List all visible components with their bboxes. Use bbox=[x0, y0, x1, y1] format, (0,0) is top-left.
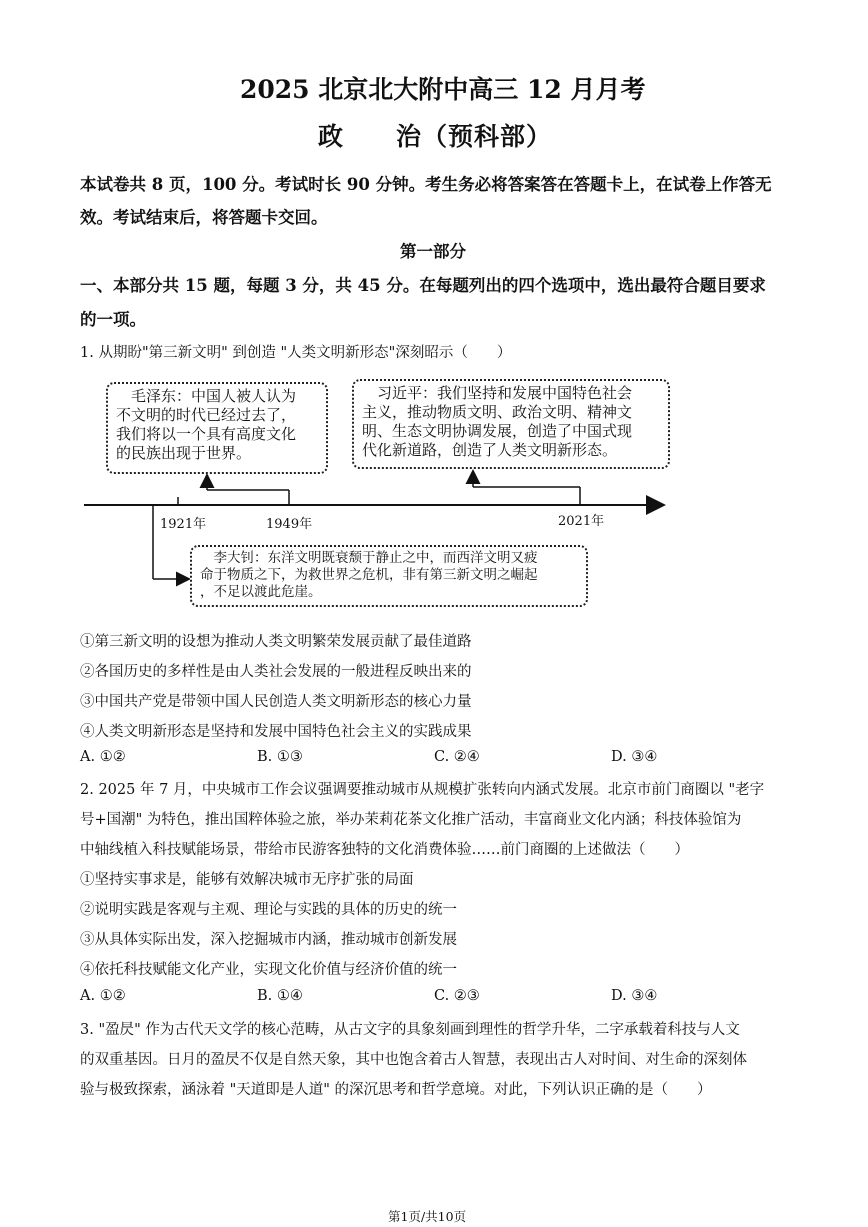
q3-stem-line-2: 的双重基因。日月的盈昃不仅是自然天象，其中也饱含着古人智慧，表现出古人对时间、对生命的深刻体 bbox=[80, 1052, 747, 1068]
xi-line-1: 习近平：我们坚持和发展中国特色社会 bbox=[362, 384, 633, 402]
xi-line-4: 代化新道路，创造了人类文明新形态。 bbox=[362, 441, 618, 459]
part-title: 第一部分 bbox=[400, 242, 466, 261]
q2-item-3: ③从具体实际出发，深入挖掘城市内涵，推动城市创新发展 bbox=[80, 932, 457, 948]
q1-option-b[interactable]: B. ①③ bbox=[257, 749, 303, 765]
q1-item-2: ②各国历史的多样性是由人类社会发展的一般进程反映出来的 bbox=[80, 664, 472, 680]
li-quote-box bbox=[190, 545, 588, 607]
q1-item-4: ④人类文明新形态是坚持和发展中国特色社会主义的实践成果 bbox=[80, 724, 472, 740]
q2-stem-line-2: 号+国潮" 为特色，推出国粹体验之旅，举办茉莉花茶文化推广活动，丰富商业文化内涵；科技体验馆为 bbox=[80, 812, 742, 828]
q1-option-d[interactable]: D. ③④ bbox=[611, 749, 658, 765]
q2-item-4: ④依托科技赋能文化产业，实现文化价值与经济价值的统一 bbox=[80, 962, 457, 978]
year-1921: 1921年 bbox=[160, 517, 207, 532]
xi-line-2: 主义，推动物质文明、政治文明、精神文 bbox=[362, 403, 633, 421]
year-2021: 2021年 bbox=[558, 514, 605, 529]
subject-title: 政 治（预科部） bbox=[318, 122, 553, 151]
li-line-1: 李大钊：东洋文明既衰颓于静止之中，而西洋文明又疲 bbox=[200, 550, 538, 566]
q3-stem-line-1: 3. "盈昃" 作为古代天文学的核心范畴，从古文字的具象刻画到理性的哲学升华，二字承载着科技与人文 bbox=[80, 1022, 740, 1038]
q1-option-c[interactable]: C. ②④ bbox=[434, 749, 480, 765]
mao-line-4: 的民族出现于世界。 bbox=[116, 444, 252, 462]
q2-option-b[interactable]: B. ①④ bbox=[257, 988, 303, 1004]
xi-quote-box bbox=[352, 379, 670, 469]
li-line-3: ，不足以渡此危崖。 bbox=[200, 584, 322, 600]
q2-stem-line-1: 2. 2025 年 7 月，中央城市工作会议强调要推动城市从规模扩张转向内涵式发展。北京市前门商圈以 "老字 bbox=[80, 782, 765, 798]
q1-item-3: ③中国共产党是带领中国人民创造人类文明新形态的核心力量 bbox=[80, 694, 472, 710]
li-line-2: 命于物质之下，为救世界之危机，非有第三新文明之崛起 bbox=[200, 567, 538, 583]
q2-option-a[interactable]: A. ①② bbox=[80, 988, 126, 1004]
mao-line-2: 不文明的时代已经过去了， bbox=[116, 406, 297, 424]
q1-option-a[interactable]: A. ①② bbox=[80, 749, 126, 765]
q2-item-1: ①坚持实事求是，能够有效解决城市无序扩张的局面 bbox=[80, 872, 414, 888]
intro-line-2: 效。考试结束后，将答题卡交回。 bbox=[80, 208, 328, 227]
year-1949: 1949年 bbox=[266, 517, 313, 532]
q2-item-2: ②说明实践是客观与主观、理论与实践的具体的历史的统一 bbox=[80, 902, 457, 918]
q3-stem-line-3: 验与极致探索，涵泳着 "天道即是人道" 的深沉思考和哲学意境。对此，下列认识正确的是（ ） bbox=[80, 1082, 712, 1098]
q1-stem: 1. 从期盼"第三新文明" 到创造 "人类文明新形态"深刻昭示（ ） bbox=[80, 345, 512, 361]
q1-item-1: ①第三新文明的设想为推动人类文明繁荣发展贡献了最佳道路 bbox=[80, 634, 472, 650]
q2-option-d[interactable]: D. ③④ bbox=[611, 988, 658, 1004]
section-line-1: 一、本部分共 15 题，每题 3 分，共 45 分。在每题列出的四个选项中，选出最符合题目要求 bbox=[80, 276, 766, 295]
mao-quote-box bbox=[106, 382, 328, 474]
mao-line-3: 我们将以一个具有高度文化 bbox=[116, 425, 297, 443]
intro-line-1: 本试卷共 8 页，100 分。考试时长 90 分钟。考生务必将答案答在答题卡上，在试卷上作答无 bbox=[80, 175, 772, 194]
mao-line-1: 毛泽东：中国人被人认为 bbox=[116, 387, 297, 405]
xi-line-3: 明、生态文明协调发展，创造了中国式现 bbox=[362, 422, 633, 440]
exam-title: 2025 北京北大附中高三 12 月月考 bbox=[240, 75, 646, 104]
q2-option-c[interactable]: C. ②③ bbox=[434, 988, 480, 1004]
page-footer: 第1页/共10页 bbox=[388, 1209, 467, 1224]
section-line-2: 的一项。 bbox=[80, 310, 146, 329]
q2-stem-line-3: 中轴线植入科技赋能场景，带给市民游客独特的文化消费体验……前门商圈的上述做法（ ） bbox=[80, 842, 689, 858]
